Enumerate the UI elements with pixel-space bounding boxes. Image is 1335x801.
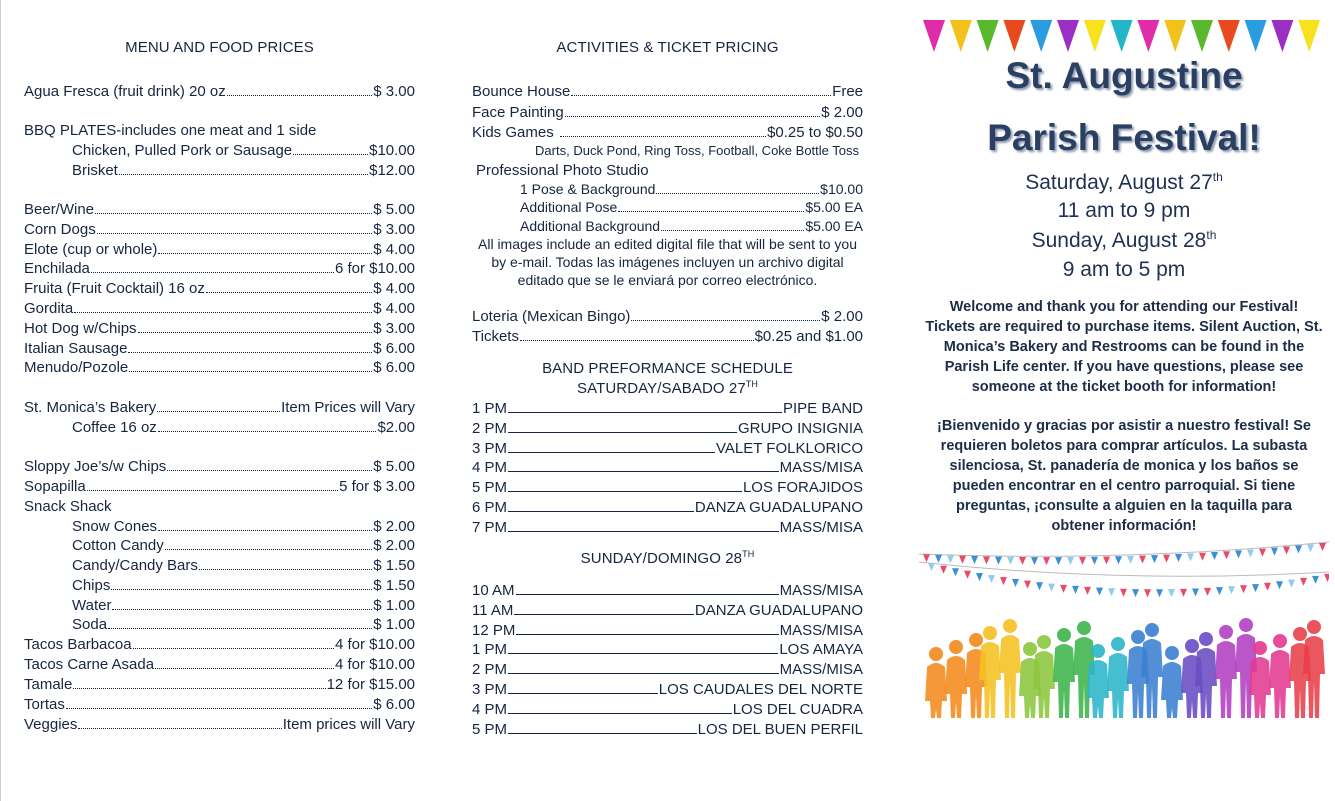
schedule-act: MASS/MISA	[779, 621, 863, 639]
bunting-flag	[1151, 555, 1158, 563]
bunting-flag	[1055, 557, 1062, 565]
menu-item	[24, 339, 415, 359]
menu-item-label: Soda	[72, 616, 108, 633]
schedule-act: LOS CAUDALES DEL NORTE	[658, 681, 863, 698]
person-silhouette	[1185, 639, 1199, 653]
pennant-flag	[1271, 20, 1293, 52]
schedule-time: 3 PM	[472, 681, 508, 698]
menu-item-label: Enchilada	[24, 260, 90, 277]
menu-item	[24, 576, 415, 596]
person-silhouette	[1239, 618, 1253, 632]
bunting-flag	[1031, 557, 1038, 565]
menu-item-label: Sopapilla	[24, 478, 86, 495]
menu-item	[24, 615, 415, 635]
festival-title-line1: St. Augustine	[1005, 55, 1243, 96]
person-silhouette	[945, 656, 967, 718]
bunting-flag	[976, 573, 983, 581]
person-silhouette	[1077, 621, 1091, 635]
pennant-flag	[1003, 20, 1025, 52]
menu-item-price: 4 for $10.00	[334, 636, 415, 653]
menu-item-label: Corn Dogs	[24, 221, 96, 238]
menu-item-label: Beer/Wine	[24, 201, 95, 218]
bunting-flag	[988, 575, 995, 583]
menu-item-label: Tamale	[24, 676, 73, 693]
bunting-flag	[995, 557, 1002, 565]
photo-note: All images include an edited digital file that will be sent to you by e-mail. Todas las imágenes incluyen un archivo digital editado que se le enviará por correo electrónico.	[478, 236, 857, 288]
person-silhouette	[1111, 637, 1125, 651]
schedule-act: MASS/MISA	[779, 518, 863, 536]
person-silhouette	[1091, 644, 1105, 658]
saturday-date: Saturday, August 27th	[1025, 170, 1223, 194]
bunting-flag	[1264, 583, 1271, 591]
menu-item-price: 5 for $ 3.00	[339, 478, 415, 495]
menu-item	[24, 358, 415, 378]
person-silhouette	[983, 626, 997, 640]
photo-additional-background	[472, 216, 863, 236]
menu-item	[24, 418, 415, 438]
schedule-time: 2 PM	[472, 419, 508, 437]
menu-item	[24, 141, 415, 161]
menu-item-label: Candy/Candy Bars	[72, 557, 198, 574]
menu-item-label: Coffee 16 oz	[72, 419, 157, 436]
menu-item-price: $ 3.00	[373, 83, 415, 100]
activity-kids-games	[472, 123, 863, 143]
menu-item-label: Italian Sausage	[24, 340, 128, 357]
person-silhouette	[1131, 630, 1145, 644]
schedule-time: 6 PM	[472, 499, 508, 516]
schedule-row	[472, 660, 863, 680]
bunting-flag	[935, 555, 942, 563]
bunting-flag	[1132, 589, 1139, 597]
page-edge	[0, 0, 1, 801]
bunting-flag	[1163, 555, 1170, 563]
schedule-act: LOS FORAJIDOS	[742, 479, 863, 497]
menu-item-label: Tacos Carne Asada	[24, 656, 155, 673]
activity-label: Face Painting	[472, 104, 564, 121]
schedule-row	[472, 478, 863, 498]
pennant-flag	[1057, 20, 1079, 52]
menu-item	[24, 398, 415, 418]
person-silhouette	[1307, 620, 1321, 634]
photo-label: Additional Background	[520, 218, 661, 234]
menu-item-price: $ 2.00	[373, 518, 415, 535]
menu-item-price: $ 3.00	[373, 221, 415, 238]
activity-price: $0.25 and $1.00	[754, 328, 863, 345]
pennant-flag	[1030, 20, 1052, 52]
bunting-flag	[1199, 553, 1206, 561]
bunting-flag	[1139, 556, 1146, 564]
person-silhouette	[949, 640, 963, 654]
bunting-flag	[1048, 584, 1055, 592]
bunting-flag	[1180, 589, 1187, 597]
bunting-flag	[971, 556, 978, 564]
menu-item-label: Fruita (Fruit Cocktail) 16 oz	[24, 280, 205, 297]
person-silhouette	[929, 647, 943, 661]
schedule-time: 1 PM	[472, 400, 508, 417]
schedule-time: 4 PM	[472, 459, 508, 477]
menu-item	[24, 121, 415, 141]
menu-item-price: $ 6.00	[373, 340, 415, 357]
menu-item-price: $ 1.50	[373, 557, 415, 574]
activity-face-painting	[472, 103, 863, 123]
menu-item	[24, 536, 415, 556]
sunday-date: Sunday, August 28th	[1031, 228, 1217, 252]
schedule-row	[472, 720, 863, 740]
bunting-flag	[1216, 587, 1223, 595]
pennant-flag	[1218, 20, 1240, 52]
person-silhouette	[1145, 623, 1159, 637]
person-silhouette	[1195, 648, 1217, 718]
photo-studio-heading: Professional Photo Studio	[476, 162, 649, 179]
bunting-flag	[1204, 588, 1211, 596]
bunting-flag	[964, 571, 971, 579]
bunting-flag	[983, 556, 990, 564]
schedule-row	[472, 518, 863, 538]
schedule-row	[472, 680, 863, 700]
menu-item-label: BBQ PLATES-includes one meat and 1 side	[24, 122, 317, 139]
menu-item-label: Gordita	[24, 300, 74, 317]
bunting-flag	[1108, 588, 1115, 596]
menu-item-price: $ 4.00	[373, 300, 415, 317]
bunting-flag	[947, 555, 954, 563]
menu-item-price: $ 1.50	[373, 577, 415, 594]
pennant-flag	[1164, 20, 1186, 52]
sunday-heading: SUNDAY/DOMINGO 28TH	[580, 549, 755, 567]
pennant-flag	[1137, 20, 1159, 52]
activity-price: $ 2.00	[821, 308, 863, 325]
bunting-flag	[1259, 549, 1266, 557]
photo-price: $10.00	[820, 181, 863, 197]
bunting-flag	[1115, 556, 1122, 564]
menu-item	[24, 220, 415, 240]
activity-loteria	[472, 307, 863, 327]
menu-item	[24, 259, 415, 279]
schedule-heading: BAND PREFORMANCE SCHEDULE	[542, 360, 793, 377]
menu-item-label: Water	[72, 597, 112, 614]
welcome-english: Welcome and thank you for attending our Festival! Tickets are required to purchase items. Silent Auction, St. Monica’s Bakery and Restrooms can be found in the Parish Life center. If you have questions, please see someone at the ticket booth for information!	[925, 299, 1323, 395]
schedule-act: LOS DEL CUADRA	[732, 700, 863, 718]
menu-item-price: $ 6.00	[373, 696, 415, 713]
bunting-flag	[1307, 544, 1314, 552]
menu-item-label: Chicken, Pulled Pork or Sausage	[72, 142, 293, 159]
menu-item	[24, 556, 415, 576]
menu-item	[24, 299, 415, 319]
bunting-flag	[928, 563, 935, 571]
bunting-flag	[1295, 545, 1302, 553]
bunting-flag	[1187, 553, 1194, 561]
bunting-flag	[1091, 557, 1098, 565]
schedule-time: 11 AM	[472, 601, 514, 619]
menu-item-price: $ 2.00	[373, 537, 415, 554]
person-silhouette	[1161, 662, 1183, 718]
menu-column	[24, 0, 415, 801]
photo-additional-pose	[472, 197, 863, 217]
pennant-flag	[1084, 20, 1106, 52]
bunting-flag	[1247, 550, 1254, 558]
menu-item-price: $10.00	[369, 142, 415, 159]
person-silhouette	[979, 642, 1001, 718]
activity-label: Kids Games	[472, 124, 554, 141]
activity-label: Loteria (Mexican Bingo)	[472, 308, 631, 325]
person-silhouette	[1273, 634, 1287, 648]
menu-item-price: $ 4.00	[373, 241, 415, 258]
pennant-flags-image	[919, 18, 1329, 58]
schedule-time: 2 PM	[472, 661, 508, 679]
activity-bounce-house	[472, 82, 863, 102]
person-silhouette	[969, 633, 983, 647]
menu-heading: MENU AND FOOD PRICES	[125, 39, 314, 56]
schedule-act: LOS DEL BUEN PERFIL	[697, 720, 863, 738]
bunting-flag	[1288, 580, 1295, 588]
schedule-act: DANZA GUADALUPANO	[694, 499, 863, 516]
pennant-flag	[950, 20, 972, 52]
menu-item	[24, 82, 415, 102]
menu-item-label: Hot Dog w/Chips	[24, 320, 137, 337]
menu-item	[24, 655, 415, 675]
menu-item-label: Tortas	[24, 696, 65, 713]
bunting-flag	[1168, 589, 1175, 597]
schedule-act: PIPE BAND	[782, 400, 863, 417]
schedule-row	[472, 601, 863, 621]
person-silhouette	[1215, 641, 1237, 718]
menu-item	[24, 240, 415, 260]
schedule-row	[472, 621, 863, 641]
menu-item-price: $ 1.00	[373, 597, 415, 614]
schedule-row	[472, 640, 863, 660]
bunting-flag	[1072, 586, 1079, 594]
schedule-time: 5 PM	[472, 479, 508, 497]
schedule-act: VALET FOLKLORICO	[716, 439, 863, 457]
bunting-flag	[1300, 578, 1307, 586]
person-silhouette	[1107, 653, 1129, 718]
schedule-time: 12 PM	[472, 621, 516, 639]
schedule-row	[472, 498, 863, 518]
bunting-flag	[1175, 554, 1182, 562]
bunting-flag	[1120, 589, 1127, 597]
activity-label: Tickets	[472, 328, 519, 345]
festival-title-line2: Parish Festival!	[987, 117, 1261, 158]
bunting-flag	[1012, 579, 1019, 587]
menu-item	[24, 497, 415, 517]
schedule-row	[472, 581, 863, 601]
menu-item-label: Snow Cones	[72, 518, 158, 535]
menu-item	[24, 715, 415, 735]
menu-item-price: $ 4.00	[373, 280, 415, 297]
menu-item	[24, 596, 415, 616]
menu-item-price: Item Prices will Vary	[281, 399, 415, 416]
menu-item-label: Chips	[72, 577, 111, 594]
schedule-time: 4 PM	[472, 700, 508, 718]
photo-label: Additional Pose	[520, 199, 618, 215]
bunting-flag	[1067, 557, 1074, 565]
pennant-flag	[1245, 20, 1267, 52]
menu-item	[24, 477, 415, 497]
menu-item	[24, 161, 415, 181]
person-silhouette	[1053, 644, 1075, 718]
activity-price: Free	[832, 83, 863, 100]
menu-item-label: Sloppy Joe’s/w Chips	[24, 458, 167, 475]
menu-item	[24, 279, 415, 299]
bunting-flag	[1079, 557, 1086, 565]
menu-item-price: $ 1.00	[373, 616, 415, 633]
menu-item	[24, 319, 415, 339]
schedule-time: 7 PM	[472, 518, 508, 536]
bunting-flag	[959, 556, 966, 564]
person-silhouette	[1199, 632, 1213, 646]
photo-price: $5.00 EA	[805, 218, 863, 234]
menu-item	[24, 517, 415, 537]
pennant-flag	[977, 20, 999, 52]
sunday-hours: 9 am to 5 pm	[1062, 258, 1186, 281]
menu-item-label: Tacos Barbacoa	[24, 636, 132, 653]
bunting-flag	[1324, 574, 1329, 582]
schedule-act: MASS/MISA	[779, 582, 863, 599]
schedule-row	[472, 700, 863, 720]
menu-item-price: 4 for $10.00	[334, 656, 415, 673]
bunting-flag	[1223, 551, 1230, 559]
colorful-crowd-silhouettes-image	[919, 600, 1329, 718]
pennant-flag	[1111, 20, 1133, 52]
schedule-time: 5 PM	[472, 720, 508, 738]
schedule-time: 1 PM	[472, 641, 508, 659]
person-silhouette	[1003, 619, 1017, 633]
bunting-flag	[1240, 585, 1247, 593]
bunting-flag	[1211, 552, 1218, 560]
person-silhouette	[999, 635, 1021, 718]
bunting-flag	[1312, 576, 1319, 584]
menu-item-label: Agua Fresca (fruit drink) 20 oz	[24, 83, 226, 100]
bunting-flag	[1043, 557, 1050, 565]
bunting-flag	[1283, 547, 1290, 555]
menu-item-price: 12 for $15.00	[326, 676, 415, 693]
activity-price: $ 2.00	[821, 104, 863, 121]
menu-item-price: $2.00	[377, 419, 415, 436]
person-silhouette	[1269, 650, 1291, 718]
menu-item-label: Veggies	[24, 716, 78, 733]
pennant-flag	[1298, 20, 1320, 52]
menu-item-label: Snack Shack	[24, 498, 112, 515]
person-silhouette	[1253, 641, 1267, 655]
bunting-flag	[1252, 584, 1259, 592]
menu-item-price: 6 for $10.00	[334, 260, 415, 277]
bunting-flag	[1096, 588, 1103, 596]
saturday-heading: SATURDAY/SABADO 27TH	[577, 379, 758, 397]
menu-item	[24, 695, 415, 715]
festival-column	[919, 0, 1329, 801]
schedule-act: DANZA GUADALUPANO	[694, 601, 863, 619]
menu-item	[24, 200, 415, 220]
bunting-flag	[1024, 581, 1031, 589]
bunting-flag	[1007, 557, 1014, 565]
schedule-time: 10 AM	[472, 582, 515, 599]
schedule-row	[472, 399, 863, 419]
bunting-flag	[1228, 586, 1235, 594]
menu-item-price: $ 3.00	[373, 320, 415, 337]
menu-item-label: Elote (cup or whole)	[24, 241, 158, 258]
menu-item-price: $ 5.00	[373, 201, 415, 218]
person-silhouette	[925, 663, 947, 718]
schedule-row	[472, 439, 863, 459]
menu-item-price: $12.00	[369, 162, 415, 179]
menu-item-label: Brisket	[72, 162, 118, 179]
person-silhouette	[1249, 657, 1271, 718]
person-silhouette	[1033, 651, 1055, 718]
person-silhouette	[1023, 642, 1037, 656]
person-silhouette	[1087, 660, 1109, 718]
menu-item	[24, 457, 415, 477]
person-silhouette	[1293, 627, 1307, 641]
menu-item-label: St. Monica’s Bakery	[24, 399, 157, 416]
schedule-act: GRUPO INSIGNIA	[737, 419, 863, 437]
bunting-flag	[1019, 557, 1026, 565]
bunting-flag	[1127, 556, 1134, 564]
photo-pose	[472, 179, 863, 199]
schedule-act: LOS AMAYA	[779, 641, 863, 659]
saturday-hours: 11 am to 9 pm	[1057, 199, 1191, 222]
activity-tickets	[472, 327, 863, 347]
menu-item-price: $ 6.00	[373, 359, 415, 376]
schedule-act: MASS/MISA	[779, 459, 863, 477]
welcome-spanish: ¡Bienvenido y gracias por asistir a nuestro festival! Se requieren boletos para comprar artículos. La subasta silenciosa, St. panadería de monica y los baños se pueden encontrar en el centro parroquial. Si tiene preguntas, ¡consulte a alguien en la taquilla para obtener información!	[937, 418, 1311, 534]
pennant-flag	[923, 20, 945, 52]
bunting-flag	[940, 566, 947, 574]
activity-price: $0.25 to $0.50	[767, 124, 863, 141]
bunting-flag	[1156, 589, 1163, 597]
bunting-flag	[1000, 577, 1007, 585]
person-silhouette	[1037, 635, 1051, 649]
bunting-flag	[1036, 582, 1043, 590]
menu-item-label: Cotton Candy	[72, 537, 164, 554]
bunting-flag	[1103, 557, 1110, 565]
person-silhouette	[1219, 625, 1233, 639]
bunting-garland-image	[919, 538, 1329, 598]
menu-item	[24, 675, 415, 695]
bunting-flag	[1144, 589, 1151, 597]
bunting-flag	[1235, 550, 1242, 558]
schedule-time: 3 PM	[472, 439, 508, 457]
activities-heading: ACTIVITIES & TICKET PRICING	[556, 39, 779, 56]
bunting-flag	[1084, 587, 1091, 595]
bunting-flag	[1319, 543, 1326, 551]
person-silhouette	[1057, 628, 1071, 642]
bunting-flag	[1276, 581, 1283, 589]
photo-label: 1 Pose & Background	[520, 181, 656, 197]
menu-item	[24, 635, 415, 655]
bunting-flag	[923, 554, 930, 562]
menu-item-price: $ 5.00	[373, 458, 415, 475]
bunting-flag	[1192, 588, 1199, 596]
photo-price: $5.00 EA	[805, 199, 863, 215]
bunting-flag	[1060, 585, 1067, 593]
activity-label: Bounce House	[472, 83, 571, 100]
pennant-flag	[1191, 20, 1213, 52]
person-silhouette	[1165, 646, 1179, 660]
activities-column	[472, 0, 863, 801]
kids-games-note: Darts, Duck Pond, Ring Toss, Football, Coke Bottle Toss	[535, 143, 859, 158]
schedule-row	[472, 419, 863, 439]
schedule-row	[472, 458, 863, 478]
menu-item-label: Menudo/Pozole	[24, 359, 129, 376]
bunting-flag	[1271, 548, 1278, 556]
bunting-flag	[952, 568, 959, 576]
menu-item-price: Item prices will Vary	[282, 716, 415, 733]
schedule-act: MASS/MISA	[779, 661, 863, 679]
